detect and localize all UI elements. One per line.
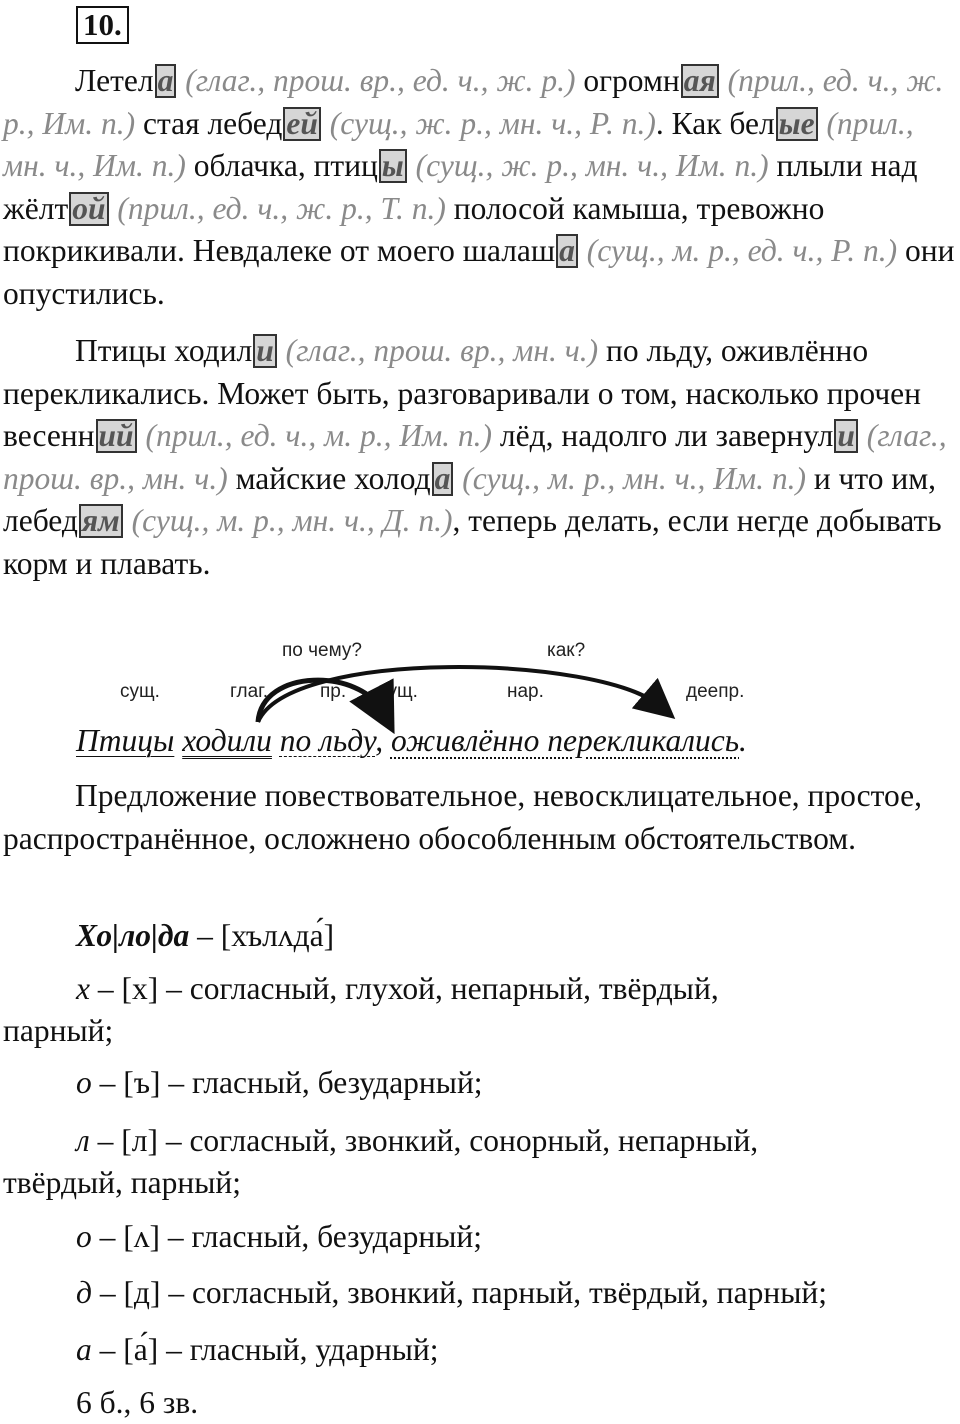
question-label-kak: как?	[547, 640, 586, 661]
phonetic-description: – [л] – согласный, звонкий, сонорный, непарный,	[97, 1123, 759, 1158]
grammar-note: (глаг., прош. вр., мн. ч.)	[3, 418, 947, 496]
phonetic-description: – [х] – согласный, глухой, непарный, твёрдый,	[97, 971, 719, 1006]
sentence-characteristic: Предложение повествовательное, невосклицательное, простое, распространённое, осложнено обособленным обстоятельством.	[3, 778, 923, 856]
grammar-note: (сущ., ж. р., мн. ч., Р. п.)	[329, 105, 656, 141]
phonetic-description: – [а́] – гласный, ударный;	[99, 1332, 439, 1367]
ending-box: а	[155, 64, 177, 98]
grammar-note: (прил., ед. ч., ж. р., Т. п.)	[117, 190, 446, 226]
ending-box: ям	[79, 504, 123, 538]
phonetic-row	[76, 1329, 439, 1371]
pos-label-verb: глаг.	[230, 681, 269, 702]
letters-sounds-count: 6 б., 6 зв.	[76, 1385, 199, 1420]
grammar-note: (сущ., м. р., мн. ч., Им. п.)	[462, 460, 806, 496]
phonetic-row	[76, 1272, 827, 1314]
arrow-to-ozhivlenno	[258, 667, 660, 722]
phonetic-row-continuation: твёрдый, парный;	[3, 1165, 241, 1200]
transcription: – [хълʌда́]	[197, 918, 335, 953]
phonetic-row	[76, 1062, 483, 1104]
predicate-word: ходили	[182, 723, 272, 758]
ending-box: ая	[681, 64, 719, 98]
phonetic-header	[76, 915, 334, 957]
pos-label-noun-2: сущ.	[378, 681, 418, 702]
phonetic-row	[76, 1120, 758, 1162]
pos-label-gerund: деепр.	[686, 681, 745, 702]
parsed-sentence: Птицы ходили по льду, оживлённо перекликались.	[76, 723, 747, 758]
phonetic-row	[76, 968, 719, 1010]
ending-box: ы	[379, 149, 407, 183]
phonetic-letter: а	[76, 1332, 92, 1367]
ending-box: ой	[69, 192, 108, 226]
paragraph-2: Птицы ходил и (глаг., прош. вр., мн. ч.) по льду, оживлённо перекликались. Может быть, разговаривали о том, насколько прочен весенн ий (прил., ед. ч., м. р., Им. п.) лёд, надолго ли завернул и (глаг., прош. вр., мн. ч.) майские холод а (сущ., м. р., мн. ч., Им. п.) и что им, лебед ям (сущ., м. р., мн. ч., Д. п.), теперь делать, если негде добывать корм и плавать.	[3, 333, 947, 581]
question-label-po-chemu: по чему?	[282, 640, 362, 661]
phonetic-letter: о	[76, 1219, 92, 1254]
ending-box: и	[253, 334, 277, 368]
phonetic-letter: о	[76, 1065, 92, 1100]
subject-word: Птицы	[76, 723, 175, 758]
phonetic-description: – [д] – согласный, звонкий, парный, твёрдый, парный;	[99, 1275, 827, 1310]
phonetic-letter: х	[76, 971, 90, 1006]
ending-box: ые	[776, 107, 818, 141]
grammar-note: (прил., ед. ч., ж. р., Им. п.)	[3, 63, 944, 141]
grammar-note: (сущ., м. р., мн. ч., Д. п.)	[131, 503, 453, 538]
phonetic-letter: д	[76, 1275, 92, 1310]
pos-label-noun: сущ.	[120, 681, 160, 702]
adverbial-phrase-1: по льду	[279, 723, 376, 758]
syllable-split-word: Хо|ло|да	[76, 918, 190, 953]
phonetic-description: – [ъ] – гласный, безударный;	[99, 1065, 483, 1100]
phonetic-description: – [ʌ] – гласный, безударный;	[99, 1219, 483, 1254]
phonetic-row	[76, 1216, 482, 1258]
grammar-note: (глаг., прош. вр., ед. ч., ж. р.)	[185, 63, 576, 98]
phonetic-row-continuation: парный;	[3, 1013, 114, 1048]
ending-box: ий	[96, 419, 137, 453]
exercise-number: 10.	[76, 6, 129, 44]
adverbial-phrase-2: оживлённо перекликались	[390, 723, 740, 758]
ending-box: а	[432, 462, 454, 496]
grammar-note: (сущ., ж. р., мн. ч., Им. п.)	[415, 148, 769, 183]
grammar-note: (прил., ед. ч., м. р., Им. п.)	[145, 418, 493, 453]
ending-box: и	[834, 419, 858, 453]
grammar-note: (глаг., прош. вр., мн. ч.)	[285, 333, 599, 368]
ending-box: а	[556, 234, 578, 268]
paragraph-1: Летел а (глаг., прош. вр., ед. ч., ж. р.) огромн ая (прил., ед. ч., ж. р., Им. п.) стая лебед ей (сущ., ж. р., мн. ч., Р. п.). Как бел ые (прил., мн. ч., Им. п.) облачка, птиц ы (сущ., ж. р., мн. ч., Им. п.) плыли над жёлт ой (прил., ед. ч., ж. р., Т. п.) полосой камыша, тревожно покрикивали. Невдалеке от моего шалаш а (сущ., м. р., ед. ч., Р. п.) они опустились.	[3, 63, 955, 311]
ending-box: ей	[283, 107, 321, 141]
pos-label-preposition: пр.	[320, 681, 347, 702]
grammar-note: (сущ., м. р., ед. ч., Р. п.)	[586, 233, 898, 268]
pos-label-adverb: нар.	[507, 681, 544, 702]
phonetic-letter: л	[76, 1123, 90, 1158]
grammar-note: (прил., мн. ч., Им. п.)	[3, 105, 914, 183]
